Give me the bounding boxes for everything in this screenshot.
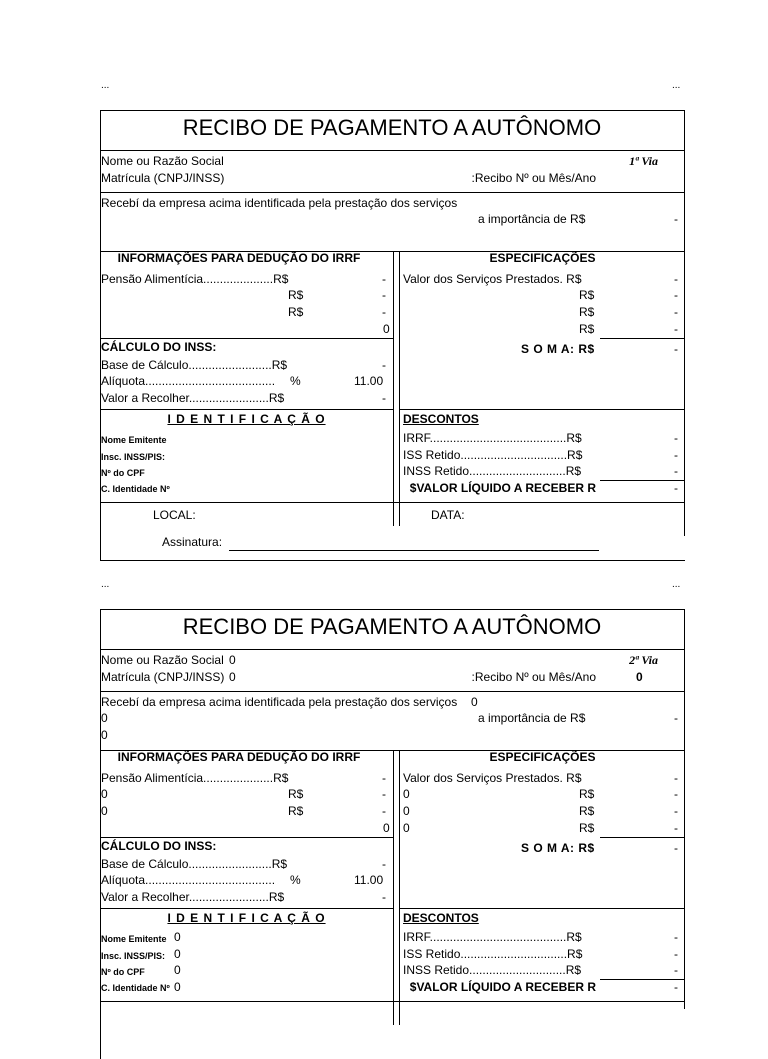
data-label: DATA: bbox=[431, 508, 465, 522]
servicos-row-rs: R$ bbox=[579, 787, 595, 801]
servicos-row-value: - bbox=[674, 288, 678, 302]
soma-value: - bbox=[674, 841, 678, 855]
divider-line bbox=[684, 609, 685, 1009]
nome-emitente-value: 0 bbox=[174, 930, 181, 944]
divider-line bbox=[684, 110, 685, 536]
divider-line bbox=[100, 192, 685, 193]
servicos-row-prefix: 0 bbox=[403, 804, 410, 818]
descontos-heading: DESCONTOS bbox=[403, 412, 479, 426]
nome-emitente-label: Nome Emitente bbox=[101, 934, 167, 944]
identificacao-heading: I D E N T I F I C A Ç Ã O bbox=[167, 911, 326, 925]
calculo-inss-heading: CÁLCULO DO INSS: bbox=[101, 839, 217, 853]
ellipsis-right: ... bbox=[672, 579, 681, 590]
servicos-value: - bbox=[674, 771, 678, 785]
servico-value: 0 bbox=[471, 695, 478, 709]
pensao-row-3-rs: R$ bbox=[288, 804, 304, 818]
divider-line bbox=[100, 409, 393, 410]
recibo-no-label: Recibo Nº ou Mês/Ano: bbox=[471, 171, 596, 185]
identidade-label: C. Identidade Nº bbox=[101, 484, 170, 494]
inss-label: INSS Retido.............................R$ bbox=[403, 464, 582, 478]
divider-line bbox=[100, 1001, 685, 1002]
recibo-no-label: Recibo Nº ou Mês/Ano: bbox=[471, 670, 596, 684]
importancia-label: a importância de R$ bbox=[478, 212, 586, 226]
iss-value: - bbox=[674, 448, 678, 462]
recebi-label: Recebí da empresa acima identificada pela prestação dos serviços bbox=[101, 695, 458, 709]
pensao-row-2-rs: R$ bbox=[288, 288, 304, 302]
servicos-row-rs: R$ bbox=[579, 821, 595, 835]
especificacoes-heading: ESPECIFICAÇÕES bbox=[489, 251, 596, 265]
divider-line bbox=[393, 750, 394, 1025]
especificacoes-heading: ESPECIFICAÇÕES bbox=[489, 750, 596, 764]
irrf-label: IRRF.........................................R$ bbox=[403, 431, 582, 445]
valor-recolher-label: Valor a Recolher........................R$ bbox=[101, 890, 285, 904]
pensao-row-2-value: - bbox=[382, 288, 386, 302]
receipt-title: RECIBO DE PAGAMENTO A AUTÔNOMO bbox=[182, 614, 602, 639]
linha1-value: 0 bbox=[101, 711, 108, 725]
identidade-label: C. Identidade Nº bbox=[101, 983, 170, 993]
insc-value: 0 bbox=[174, 947, 181, 961]
servicos-value: - bbox=[674, 272, 678, 286]
receipt-title: RECIBO DE PAGAMENTO A AUTÔNOMO bbox=[182, 115, 602, 140]
inss-value: - bbox=[674, 963, 678, 977]
cpf-value: 0 bbox=[174, 963, 181, 977]
pensao-label: Pensão Alimentícia.....................R$ bbox=[101, 272, 289, 286]
matricula-value: 0 bbox=[229, 670, 236, 684]
base-label: Base de Cálculo.........................R$ bbox=[101, 857, 288, 871]
valor-recolher-label: Valor a Recolher........................R$ bbox=[101, 391, 285, 405]
pensao-row-3-prefix: 0 bbox=[101, 804, 108, 818]
iss-label: ISS Retido................................R$ bbox=[403, 448, 583, 462]
cpf-label: Nº do CPF bbox=[101, 468, 145, 478]
aliquota-label: Alíquota....................................... bbox=[101, 374, 276, 388]
base-value: - bbox=[382, 358, 386, 372]
servicos-label: Valor dos Serviços Prestados. R$ bbox=[403, 771, 582, 785]
servicos-row-rs: R$ bbox=[579, 305, 595, 319]
valor-recolher-value: - bbox=[382, 391, 386, 405]
aliquota-pct: % bbox=[290, 873, 301, 887]
irrf-value: - bbox=[674, 431, 678, 445]
valor-recolher-value: - bbox=[382, 890, 386, 904]
servicos-row-rs: R$ bbox=[579, 288, 595, 302]
importancia-value: - bbox=[674, 212, 678, 226]
liquido-label: VALOR LÍQUIDO A RECEBER R$ bbox=[409, 980, 596, 994]
servicos-row-value: - bbox=[674, 305, 678, 319]
identificacao-heading: I D E N T I F I C A Ç Ã O bbox=[167, 412, 326, 426]
base-label: Base de Cálculo.........................R$ bbox=[101, 358, 288, 372]
pensao-row-2-rs: R$ bbox=[288, 787, 304, 801]
info-irrf-heading: INFORMAÇÕES PARA DEDUÇÃO DO IRRF bbox=[117, 750, 361, 764]
servicos-row-prefix: 0 bbox=[403, 821, 410, 835]
divider-line bbox=[100, 837, 393, 838]
matricula-label: Matrícula (CNPJ/INSS) bbox=[101, 670, 225, 684]
importancia-label: a importância de R$ bbox=[478, 711, 586, 725]
servicos-row-value: - bbox=[674, 821, 678, 835]
recebi-label: Recebí da empresa acima identificada pela prestação dos serviços bbox=[101, 196, 458, 210]
via-label: 2ª Via bbox=[629, 653, 658, 667]
divider-line bbox=[100, 560, 685, 561]
liquido-label: VALOR LÍQUIDO A RECEBER R$ bbox=[409, 481, 596, 495]
pensao-label: Pensão Alimentícia.....................R$ bbox=[101, 771, 289, 785]
ellipsis-right: ... bbox=[672, 80, 681, 91]
divider-line bbox=[100, 609, 685, 610]
soma-value: - bbox=[674, 342, 678, 356]
liquido-value: - bbox=[674, 481, 678, 495]
divider-line bbox=[600, 979, 685, 980]
divider-line bbox=[100, 338, 393, 339]
insc-label: Insc. INSS/PIS: bbox=[101, 452, 166, 462]
nome-label: Nome ou Razão Social bbox=[101, 653, 224, 667]
divider-line bbox=[100, 908, 393, 909]
insc-label: Insc. INSS/PIS: bbox=[101, 951, 166, 961]
pensao-row-2-value: - bbox=[382, 787, 386, 801]
divider-line bbox=[399, 409, 685, 410]
servicos-row-value: - bbox=[674, 322, 678, 336]
nome-emitente-label: Nome Emitente bbox=[101, 435, 167, 445]
deducao-total: 0 bbox=[383, 322, 390, 336]
divider-line bbox=[393, 251, 394, 526]
soma-label: S O M A: R$ bbox=[521, 841, 595, 855]
soma-label: S O M A: R$ bbox=[521, 342, 595, 356]
divider-line bbox=[100, 691, 685, 692]
local-label: LOCAL: bbox=[153, 508, 196, 522]
aliquota-value: 11.00 bbox=[354, 873, 384, 887]
servicos-row-rs: R$ bbox=[579, 322, 595, 336]
identidade-value: 0 bbox=[174, 980, 181, 994]
divider-line bbox=[399, 750, 400, 1025]
divider-line bbox=[229, 550, 599, 551]
pensao-row-3-value: - bbox=[382, 305, 386, 319]
iss-label: ISS Retido................................R$ bbox=[403, 947, 583, 961]
recibo-value: 0 bbox=[636, 670, 643, 684]
divider-line bbox=[600, 338, 685, 339]
servicos-row-value: - bbox=[674, 804, 678, 818]
divider-line bbox=[399, 908, 685, 909]
cpf-label: Nº do CPF bbox=[101, 967, 145, 977]
divider-line bbox=[100, 150, 685, 151]
servicos-row-rs: R$ bbox=[579, 804, 595, 818]
divider-line bbox=[600, 480, 685, 481]
info-irrf-heading: INFORMAÇÕES PARA DEDUÇÃO DO IRRF bbox=[117, 251, 361, 265]
descontos-heading: DESCONTOS bbox=[403, 911, 479, 925]
divider-line bbox=[100, 110, 685, 111]
aliquota-pct: % bbox=[290, 374, 301, 388]
calculo-inss-heading: CÁLCULO DO INSS: bbox=[101, 340, 217, 354]
importancia-value: - bbox=[674, 711, 678, 725]
divider-line bbox=[600, 837, 685, 838]
inss-label: INSS Retido.............................R$ bbox=[403, 963, 582, 977]
pensao-row-3-rs: R$ bbox=[288, 305, 304, 319]
aliquota-label: Alíquota....................................... bbox=[101, 873, 276, 887]
linha2-value: 0 bbox=[101, 728, 108, 742]
matricula-label: Matrícula (CNPJ/INSS) bbox=[101, 171, 225, 185]
aliquota-value: 11.00 bbox=[354, 374, 384, 388]
deducao-total: 0 bbox=[383, 821, 390, 835]
servicos-row-prefix: 0 bbox=[403, 787, 410, 801]
irrf-label: IRRF.........................................R$ bbox=[403, 930, 582, 944]
inss-value: - bbox=[674, 464, 678, 478]
irrf-value: - bbox=[674, 930, 678, 944]
iss-value: - bbox=[674, 947, 678, 961]
divider-line bbox=[100, 649, 685, 650]
assinatura-label: Assinatura: bbox=[162, 535, 223, 549]
ellipsis-left: ... bbox=[101, 80, 110, 91]
pensao-value: - bbox=[382, 771, 386, 785]
servicos-label: Valor dos Serviços Prestados. R$ bbox=[403, 272, 582, 286]
divider-line bbox=[100, 502, 685, 503]
divider-line bbox=[399, 251, 400, 526]
liquido-value: - bbox=[674, 980, 678, 994]
pensao-row-2-prefix: 0 bbox=[101, 787, 108, 801]
pensao-row-3-value: - bbox=[382, 804, 386, 818]
via-label: 1ª Via bbox=[629, 154, 658, 168]
nome-value: 0 bbox=[229, 653, 236, 667]
servicos-row-value: - bbox=[674, 787, 678, 801]
base-value: - bbox=[382, 857, 386, 871]
ellipsis-left: ... bbox=[101, 579, 110, 590]
nome-label: Nome ou Razão Social bbox=[101, 154, 224, 168]
pensao-value: - bbox=[382, 272, 386, 286]
